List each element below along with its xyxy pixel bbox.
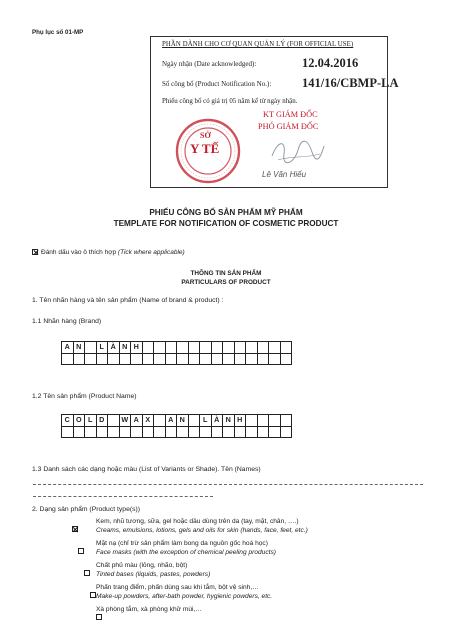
letter-box[interactable]: L [97, 342, 109, 354]
variants-answer-line[interactable] [33, 484, 423, 485]
letter-box[interactable]: À [108, 342, 120, 354]
letter-box[interactable] [62, 354, 74, 366]
product-type-checkbox[interactable] [78, 548, 84, 554]
letter-box[interactable] [108, 354, 120, 366]
letter-box[interactable] [166, 342, 178, 354]
question-2-product-type: 2. Dạng sản phẩm (Product type(s)) [32, 506, 141, 513]
product-type-option [96, 605, 202, 614]
product-type-label-en: Face masks (with the exception of chemical peeling products) [96, 549, 276, 556]
letter-box[interactable] [120, 427, 132, 439]
tick-instruction: Đánh dấu vào ô thích hợp (Tick where applicable) [32, 249, 185, 256]
letter-box[interactable] [258, 354, 270, 366]
letter-box[interactable] [235, 354, 247, 366]
letter-box[interactable] [258, 427, 270, 439]
letter-box[interactable] [281, 354, 293, 366]
checkbox-icon [32, 249, 38, 255]
product-type-label-en: Tinted bases (liquids, pastes, powders) [96, 571, 211, 578]
letter-box[interactable]: C [62, 415, 74, 427]
product-type-label-vi: Mặt nạ (chỉ trừ sản phẩm làm bong da nguồn gốc hoá học) [96, 540, 268, 547]
form-title-en: TEMPLATE FOR NOTIFICATION OF COSMETIC PRODUCT [113, 219, 339, 228]
letter-box[interactable] [258, 415, 270, 427]
letter-box[interactable] [74, 427, 86, 439]
letter-box[interactable] [177, 354, 189, 366]
letter-box[interactable]: N [177, 415, 189, 427]
letter-box[interactable] [269, 427, 281, 439]
letter-box[interactable] [154, 415, 166, 427]
letter-box[interactable]: O [74, 415, 86, 427]
letter-box[interactable]: L [200, 415, 212, 427]
letter-box[interactable] [97, 354, 109, 366]
letter-box[interactable] [177, 342, 189, 354]
letter-box[interactable]: H [131, 342, 143, 354]
official-use-header: PHẦN DÀNH CHO CƠ QUAN QUẢN LÝ (FOR OFFICIAL USE) [162, 41, 354, 48]
product-type-option [96, 539, 276, 557]
letter-box[interactable]: N [120, 342, 132, 354]
letter-box[interactable]: N [223, 415, 235, 427]
letter-box[interactable] [97, 427, 109, 439]
letter-box[interactable] [212, 427, 224, 439]
product-type-option [96, 517, 308, 535]
letter-box[interactable] [189, 415, 201, 427]
letter-box[interactable] [258, 342, 270, 354]
letter-box[interactable] [189, 342, 201, 354]
letter-box[interactable] [131, 427, 143, 439]
letter-box[interactable] [85, 342, 97, 354]
product-type-label-vi: Phấn trang điểm, phấn dùng sau khi tắm, bột vệ sinh,… [96, 584, 259, 591]
letter-box[interactable] [223, 427, 235, 439]
question-1: 1. Tên nhãn hàng và tên sản phẩm (Name of brand & product) : [32, 297, 224, 304]
letter-box[interactable] [212, 354, 224, 366]
product-type-label-vi: Xà phòng tắm, xà phòng khử mùi,… [96, 606, 202, 613]
product-name-letter-grid[interactable] [61, 414, 292, 438]
letter-box[interactable] [154, 342, 166, 354]
letter-box[interactable] [281, 427, 293, 439]
letter-box[interactable] [120, 354, 132, 366]
letter-box[interactable]: À [212, 415, 224, 427]
letter-box[interactable] [269, 415, 281, 427]
date-acknowledged-value: 12.04.2016 [302, 56, 359, 70]
letter-box[interactable]: L [85, 415, 97, 427]
letter-box[interactable] [166, 354, 178, 366]
letter-box[interactable]: A [62, 342, 74, 354]
letter-box[interactable] [85, 354, 97, 366]
letter-box[interactable] [108, 427, 120, 439]
letter-box[interactable] [85, 427, 97, 439]
letter-box[interactable] [246, 415, 258, 427]
letter-box[interactable]: A [166, 415, 178, 427]
product-type-option [96, 561, 210, 579]
letter-box[interactable] [200, 342, 212, 354]
letter-box[interactable]: X [143, 415, 155, 427]
stamp-main-text: Y TẾ [190, 141, 220, 156]
letter-box[interactable] [223, 342, 235, 354]
letter-box[interactable] [246, 427, 258, 439]
variants-answer-line-2[interactable] [33, 496, 213, 497]
date-acknowledged-label: Ngày nhận (Date acknowledged): [162, 60, 257, 68]
letter-box[interactable]: A [131, 415, 143, 427]
product-type-label-en: Creams, emulsions, lotions, gels and oils for skin (hands, face, feet, etc.) [96, 527, 308, 534]
letter-box[interactable]: H [235, 415, 247, 427]
product-type-label-en: Make-up powders, after-bath powder, hygienic powders, etc. [96, 593, 273, 600]
letter-box[interactable] [246, 342, 258, 354]
handwritten-signature [268, 134, 326, 168]
letter-box[interactable] [108, 415, 120, 427]
form-title-vi: PHIẾU CÔNG BỐ SẢN PHẨM MỸ PHẨM [149, 208, 303, 217]
sign-title-line1: KT GIÁM ĐỐC [263, 110, 318, 119]
product-type-checkbox[interactable] [72, 526, 78, 532]
letter-box[interactable] [131, 354, 143, 366]
signer-name: Lê Văn Hiếu [262, 170, 307, 179]
letter-box[interactable] [269, 354, 281, 366]
letter-box[interactable] [166, 427, 178, 439]
letter-box[interactable] [200, 354, 212, 366]
validity-note: Phiếu công bố có giá trị 05 năm kể từ ngày nhận. [162, 98, 298, 105]
letter-box[interactable] [200, 427, 212, 439]
letter-box[interactable] [212, 342, 224, 354]
brand-letter-grid[interactable] [61, 341, 292, 365]
letter-box[interactable] [281, 342, 293, 354]
letter-box[interactable] [189, 354, 201, 366]
question-1-3-variants: 1.3 Danh sách các dạng hoặc màu (List of Variants or Shade). Tên (Names) [32, 466, 261, 473]
product-type-option [96, 583, 272, 601]
stamp-top-text: SỞ [200, 131, 211, 140]
question-1-1-brand: 1.1 Nhãn hàng (Brand) [32, 318, 102, 325]
letter-box[interactable] [223, 354, 235, 366]
letter-box[interactable] [246, 354, 258, 366]
product-type-checkbox[interactable] [84, 570, 90, 576]
sign-title-line2: PHÓ GIÁM ĐỐC [258, 122, 319, 131]
letter-box[interactable]: N [74, 342, 86, 354]
letter-box[interactable] [269, 342, 281, 354]
letter-box[interactable] [74, 354, 86, 366]
letter-box[interactable]: W [120, 415, 132, 427]
letter-box[interactable] [143, 354, 155, 366]
letter-box[interactable] [62, 427, 74, 439]
letter-box[interactable]: D [97, 415, 109, 427]
notification-number-label: Số công bố (Product Notification No.): [162, 80, 272, 88]
letter-box[interactable] [143, 427, 155, 439]
letter-box[interactable] [189, 427, 201, 439]
appendix-label: Phụ lục số 01-MP [32, 29, 84, 36]
product-type-label-vi: Kem, nhũ tương, sữa, gel hoặc dầu dùng trên da (tay, mặt, chân, ….) [96, 518, 299, 525]
letter-box[interactable] [154, 427, 166, 439]
letter-box[interactable] [235, 342, 247, 354]
letter-box[interactable] [177, 427, 189, 439]
letter-box[interactable] [281, 415, 293, 427]
letter-box[interactable] [143, 342, 155, 354]
letter-box[interactable] [235, 427, 247, 439]
letter-box[interactable] [154, 354, 166, 366]
notification-number-value: 141/16/CBMP-LA [302, 76, 399, 90]
section-title-vi: THÔNG TIN SẢN PHẨM [190, 270, 262, 277]
product-type-checkbox[interactable] [96, 614, 102, 620]
question-1-2-product-name: 1.2 Tên sản phẩm (Product Name) [32, 393, 137, 400]
section-title-en: PARTICULARS OF PRODUCT [181, 279, 271, 286]
product-type-label-vi: Chất phủ màu (lỏng, nhão, bột) [96, 562, 188, 569]
